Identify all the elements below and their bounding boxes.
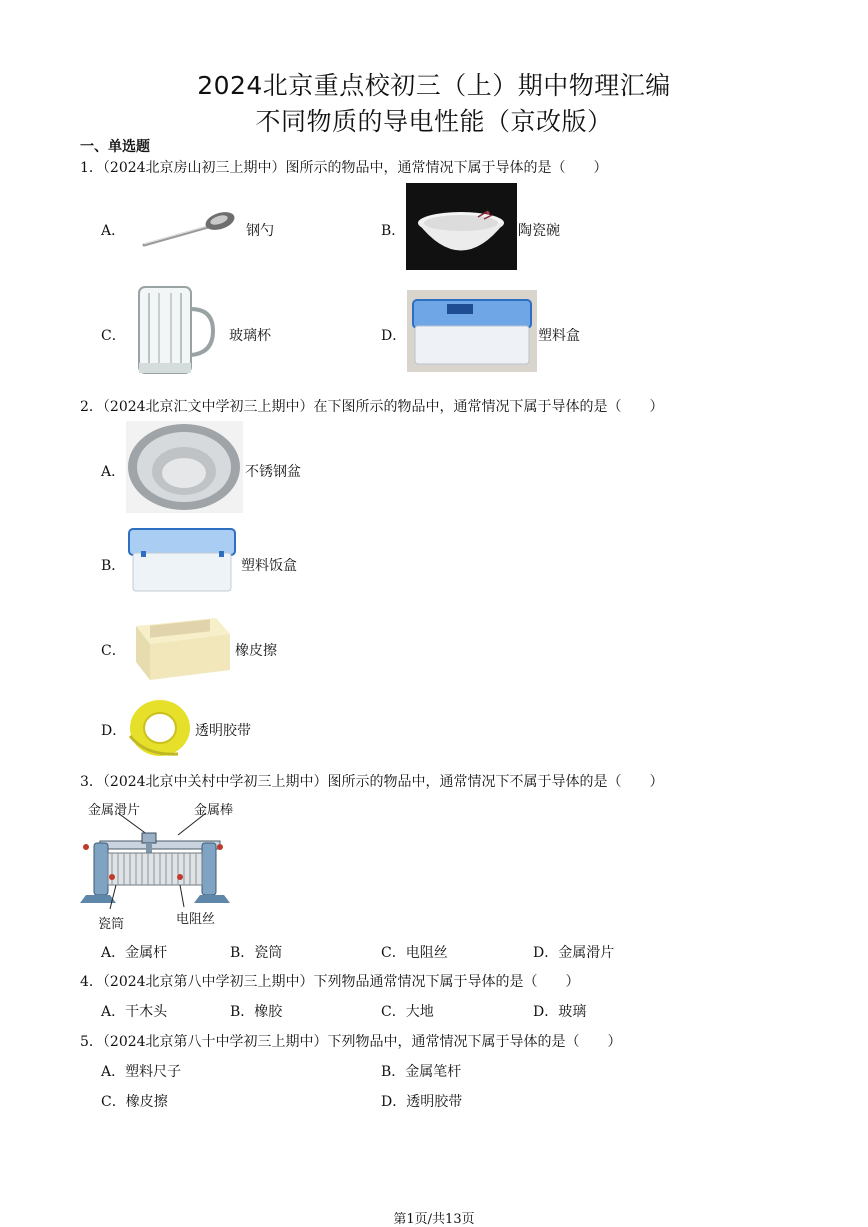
q1-option-b-label: 陶瓷碗	[518, 223, 560, 239]
ceramic-bowl-image	[406, 183, 517, 270]
tape-image	[126, 696, 194, 760]
q5-option-a: A．塑料尺子	[101, 1064, 182, 1080]
label-metal-rod: 金属棒	[194, 803, 234, 818]
q1-option-a-label: 钢勺	[246, 223, 274, 239]
question-3-stem: 3．（2024北京中关村中学初三上期中）图所示的物品中，通常情况下不属于导体的是（ ）	[80, 774, 664, 790]
q1-option-c-label: 玻璃杯	[229, 328, 271, 344]
q5-option-c: C．橡皮擦	[101, 1094, 168, 1110]
label-porcelain-tube: 瓷筒	[98, 917, 125, 932]
question-1-stem: 1．（2024北京房山初三上期中）图所示的物品中，通常情况下属于导体的是（ ）	[80, 160, 608, 176]
q3-option-a: A．金属杆	[101, 945, 168, 961]
q2-option-a-letter: A．	[101, 464, 126, 480]
question-5-stem: 5．（2024北京第八十中学初三上期中）下列物品中，通常情况下属于导体的是（ ）	[80, 1034, 622, 1050]
q1-option-a-letter: A．	[101, 223, 126, 239]
q4-option-d: D．玻璃	[533, 1004, 587, 1020]
glass-mug-image	[133, 283, 217, 378]
q3-option-d: D．金属滑片	[533, 945, 615, 961]
page-footer: 第1页/共13页	[393, 1212, 475, 1227]
q5-option-b: B．金属笔杆	[381, 1064, 462, 1080]
q2-option-c-label: 橡皮擦	[235, 643, 277, 659]
question-2-stem: 2．（2024北京汇文中学初三上期中）在下图所示的物品中，通常情况下属于导体的是（ ）	[80, 399, 664, 415]
plastic-box-image	[407, 290, 537, 372]
title-line-2: 不同物质的导电性能（京改版）	[255, 107, 613, 136]
q2-option-a-label: 不锈钢盆	[245, 464, 301, 480]
q2-option-c-letter: C．	[101, 643, 126, 659]
q1-option-b-letter: B．	[381, 223, 406, 239]
q2-option-b-label: 塑料饭盒	[241, 558, 297, 574]
q2-option-b-letter: B．	[101, 558, 126, 574]
q2-option-d-letter: D．	[101, 723, 127, 739]
question-4-stem: 4．（2024北京第八中学初三上期中）下列物品通常情况下属于导体的是（ ）	[80, 974, 580, 990]
q3-option-c: C．电阻丝	[381, 945, 448, 961]
eraser-image	[128, 612, 232, 684]
label-metal-slider: 金属滑片	[88, 803, 141, 818]
steel-basin-image	[126, 421, 243, 513]
rheostat-diagram	[80, 795, 240, 935]
spoon-image	[140, 207, 238, 249]
q4-option-c: C．大地	[381, 1004, 434, 1020]
label-resistance-wire: 电阻丝	[176, 912, 216, 927]
q4-option-b: B．橡胶	[230, 1004, 283, 1020]
title-line-1: 2024北京重点校初三（上）期中物理汇编	[197, 71, 671, 100]
q4-option-a: A．干木头	[101, 1004, 168, 1020]
q2-option-d-label: 透明胶带	[195, 723, 251, 739]
plastic-lunchbox-image	[127, 525, 238, 597]
q5-option-d: D．透明胶带	[381, 1094, 463, 1110]
q1-option-d-label: 塑料盒	[538, 328, 580, 344]
section-heading: 一、单选题	[80, 139, 150, 155]
q1-option-c-letter: C．	[101, 328, 126, 344]
q3-option-b: B．瓷筒	[230, 945, 283, 961]
q1-option-d-letter: D．	[381, 328, 407, 344]
